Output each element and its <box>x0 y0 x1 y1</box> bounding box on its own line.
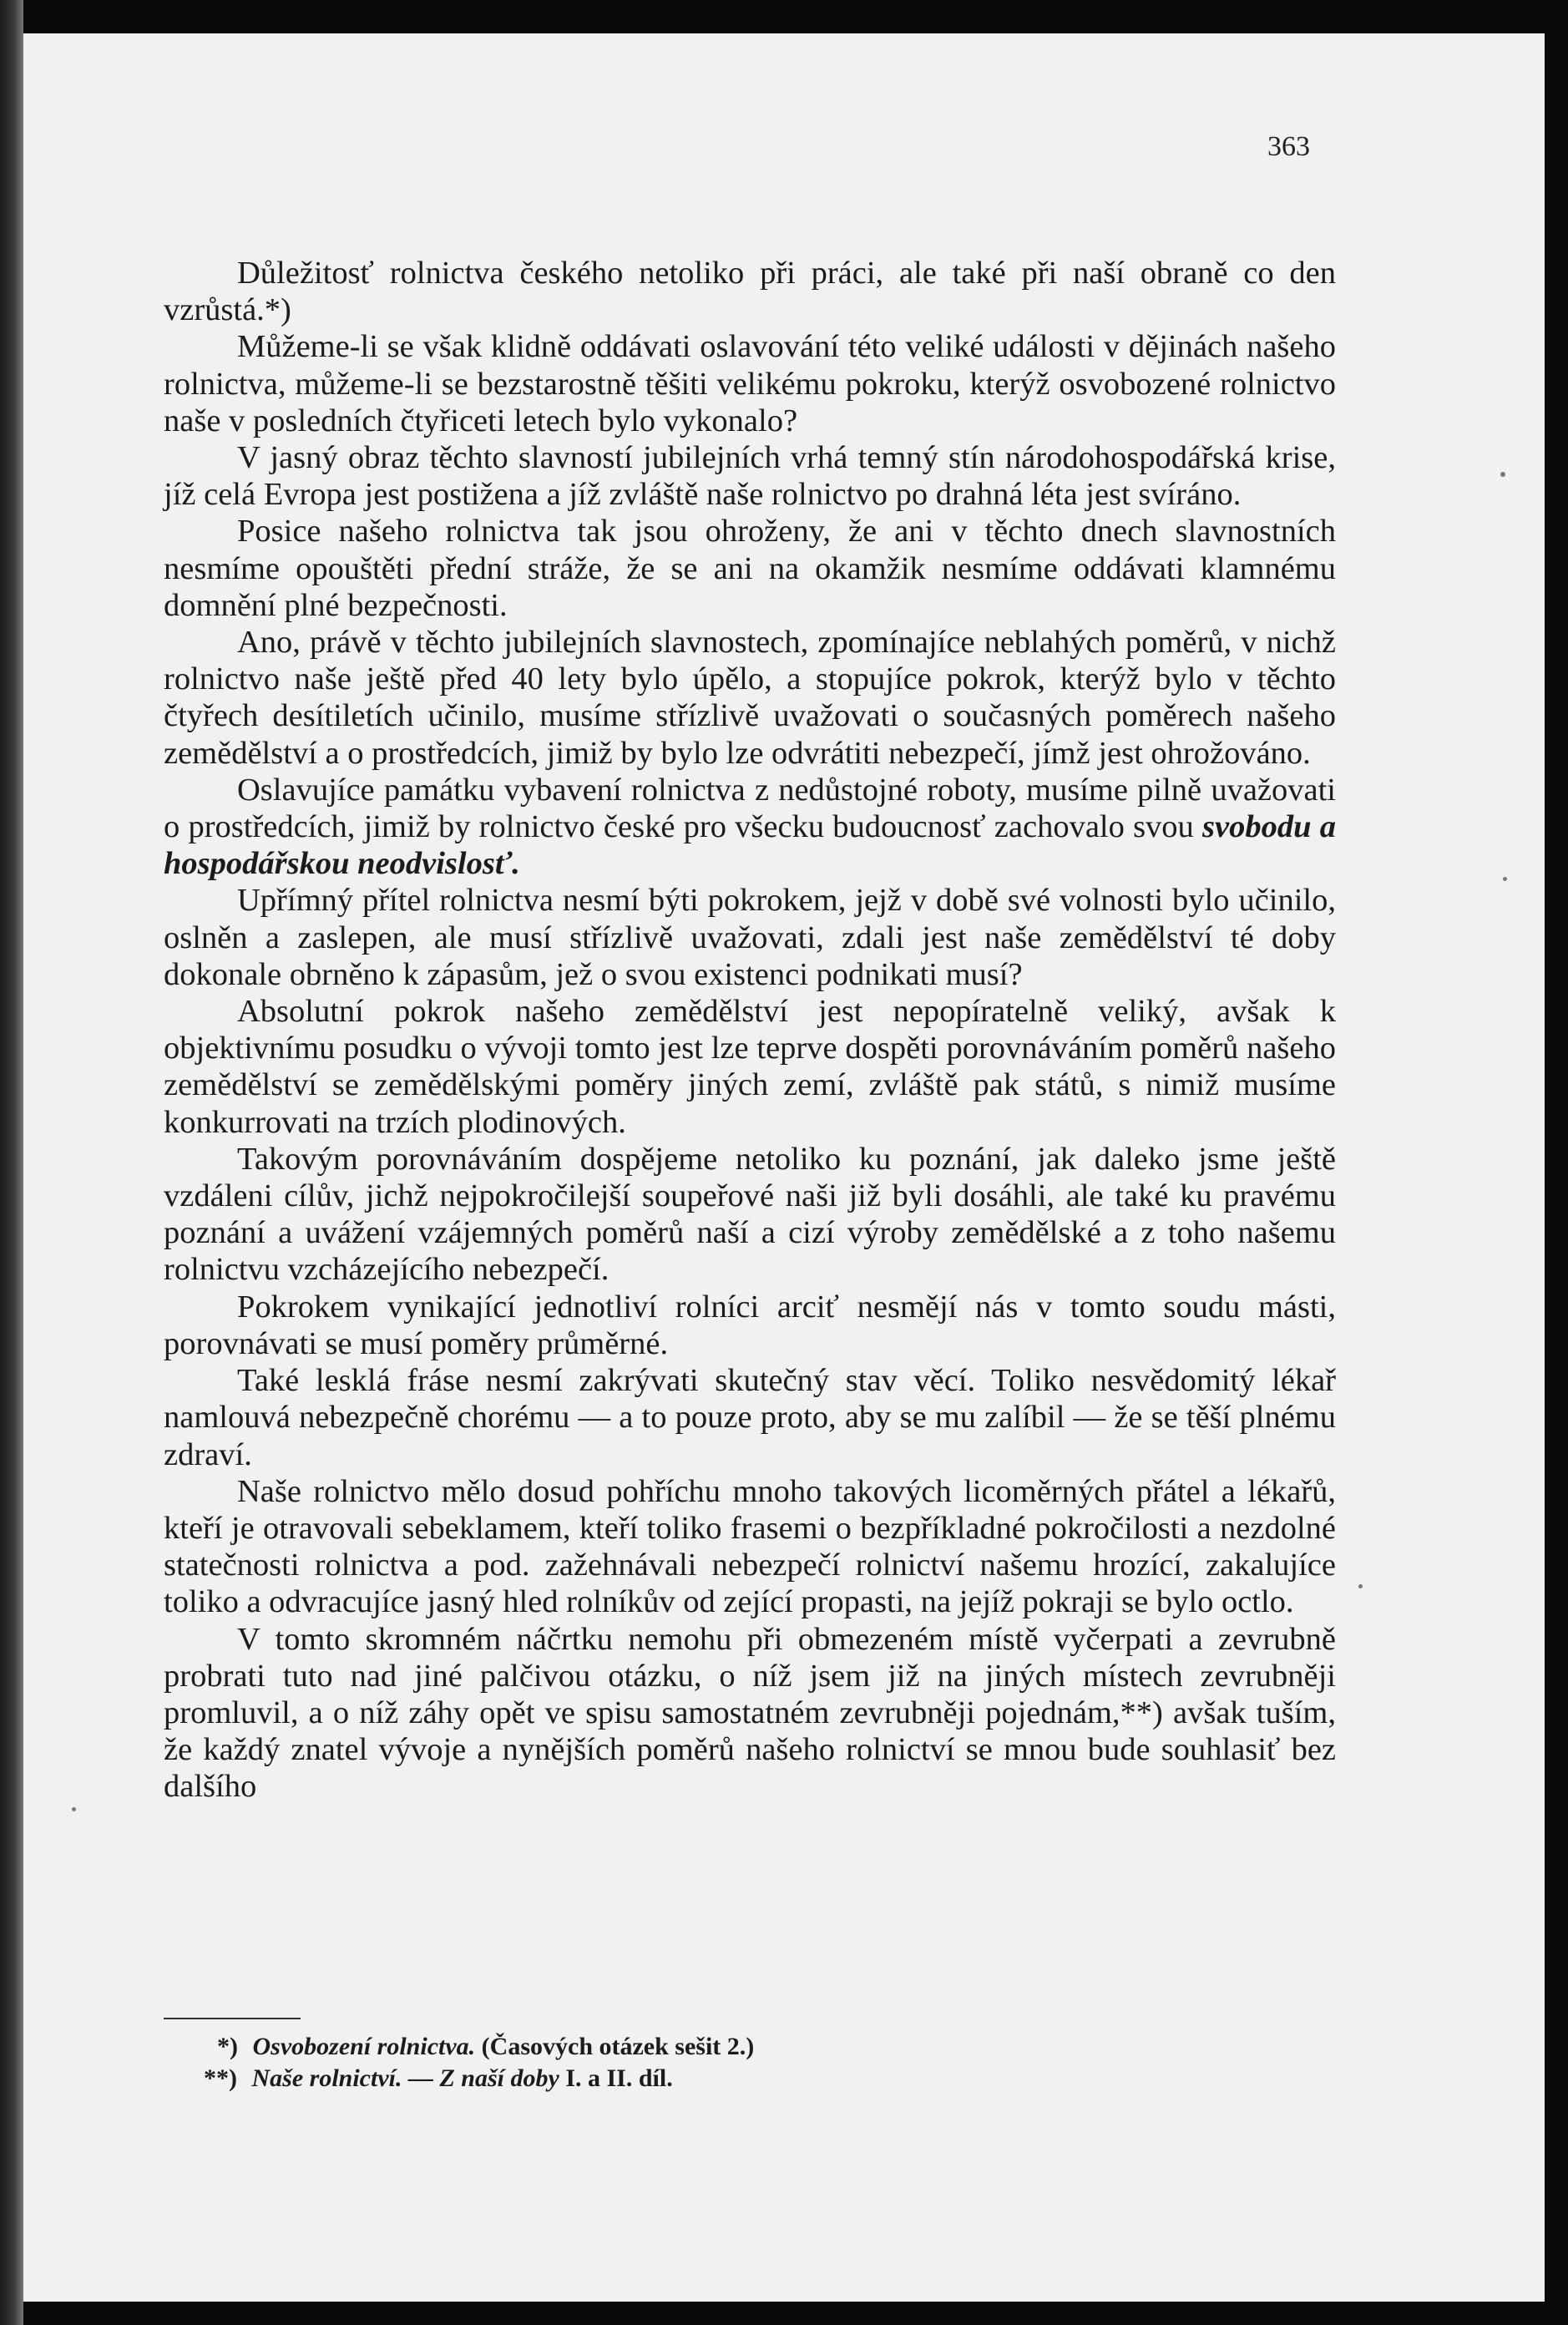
footnote-divider <box>164 2018 301 2019</box>
paragraph: Posice našeho rolnictva tak jsou ohroženy, že ani v těchto dnech slavnostních nesmíme opouštěti přední stráže, že se ani na okamžik nesmíme oddávati klamnému domnění plné bezpečnosti. <box>164 514 1336 623</box>
paragraph: Pokrokem vynikající jednotliví rolníci arciť nesmějí nás v tomto soudu másti, porovnávati se musí poměry průměrné. <box>164 1289 1336 1361</box>
scan-speck <box>1500 472 1505 477</box>
paragraph-text: Oslavujíce památku vybavení rolnictva z nedůstojné roboty, musíme pilně uvažovati o prostředcích, jimiž by rolnictvo české pro všecku budoucnosť zachovalo svou <box>164 772 1336 845</box>
footnote-mark: **) <box>204 2064 237 2092</box>
scan-speck <box>72 1807 76 1811</box>
scan-speck <box>1358 1584 1363 1588</box>
paragraph: V jasný obraz těchto slavností jubilejních vrhá temný stín národohospodářská krise, jíž celá Evropa jest postižena a jíž zvláště naše rolnictvo po drahná léta jest svíráno. <box>164 440 1336 513</box>
footnotes <box>204 2031 1219 2095</box>
paragraph: Můžeme-li se však klidně oddávati oslavování této veliké události v dějinách našeho rolnictva, můžeme-li se bezstarostně těšiti velikému pokroku, kterýž osvobozené rolnictvo naše v posledních čtyřiceti letech bylo vykonalo? <box>164 329 1336 438</box>
paragraph: Upřímný přítel rolnictva nesmí býti pokrokem, jejž v době své volnosti bylo učinilo, oslněn a zaslepen, ale musí střízlivě uvažovati, zdali jest naše zemědělství té doby dokonale obrněno k zápasům, jež o svou existenci podnikati musí? <box>164 883 1336 992</box>
footnote-title: Osvobození rolnictva. <box>252 2033 476 2060</box>
book-spine-shadow <box>0 0 23 2325</box>
paragraph <box>164 772 1336 883</box>
scan-speck <box>1503 877 1507 881</box>
footnote-mark: *) <box>217 2033 238 2060</box>
paragraph: Absolutní pokrok našeho zemědělství jest nepopíratelně veliký, avšak k objektivnímu posudku o vývoji tomto jest lze teprve dospěti porovnáváním poměrů našeho zemědělství se zemědělskými poměry jiných zemí, zvláště pak států, s nimiž musíme konkurrovati na trzích plodinových. <box>164 994 1336 1140</box>
paragraph: Naše rolnictvo mělo dosud pohříchu mnoho takových licoměrných přátel a lékařů, kteří je otravovali sebeklamem, kteří toliko frasemi o bezpříkladné pokročilosti a nezdolné statečnosti rolnictva a pod. zažehnávali nebezpečí rolnictví našemu hrozící, zakalujíce toliko a odvracujíce jasný hled rolníkův od zející propasti, na jejíž pokraji se bylo octlo. <box>164 1473 1336 1620</box>
footnote-text: I. a II. díl. <box>565 2064 673 2092</box>
footnote-title: Naše rolnictví. — Z naší doby <box>251 2064 559 2092</box>
paragraph: Důležitosť rolnictva českého netoliko při práci, ale také při naší obraně co den vzrůstá.*) <box>164 256 1336 328</box>
page-number: 363 <box>1267 131 1310 162</box>
paragraph: Ano, právě v těchto jubilejních slavnostech, zpomínajíce neblahých poměrů, v nichž rolnictvo naše ještě před 40 lety bylo úpělo, a stopujíce pokrok, kterýž bylo v těchto čtyřech desítiletích učinilo, musíme střízlivě uvažovati o současných poměrech našeho zemědělství a o prostředcích, jimiž by bylo lze odvrátiti nebezpečí, jímž jest ohrožováno. <box>164 625 1336 771</box>
paragraph: Také lesklá fráse nesmí zakrývati skutečný stav věcí. Toliko nesvědomitý lékař namlouvá nebezpečně chorému — a to pouze proto, aby se mu zalíbil — že se těší plnému zdraví. <box>164 1363 1336 1472</box>
footnote <box>217 2031 1219 2063</box>
paragraph: V tomto skromném náčrtku nemohu při obmezeném místě vyčerpati a zevrubně probrati tuto nad jiné palčivou otázku, o níž jsem již na jiných místech zevrubněji promluvil, a o níž záhy opět ve spisu samostatném zevrubněji pojednám,**) avšak tuším, že každý znatel vývoje a nynějších poměrů našeho rolnictví se mnou bude souhlasiť bez dalšího <box>164 1621 1336 1805</box>
emphasized-text: svobodu a hospodářskou neodvislosť. <box>164 809 1337 882</box>
paragraph: Takovým porovnáváním dospějeme netoliko ku poznání, jak daleko jsme ještě vzdáleni cílův, jichž nejpokročilejší soupeřové naši již byli dosáhli, ale také ku pravému poznání a uvážení vzájemných poměrů naší a cizí výroby zemědělské a z toho našemu rolnictvu vzcházejícího nebezpečí. <box>164 1141 1336 1288</box>
footnote-text: (Časových otázek sešit 2.) <box>481 2033 755 2060</box>
footnote <box>204 2063 1219 2095</box>
body-text <box>164 255 1336 1806</box>
